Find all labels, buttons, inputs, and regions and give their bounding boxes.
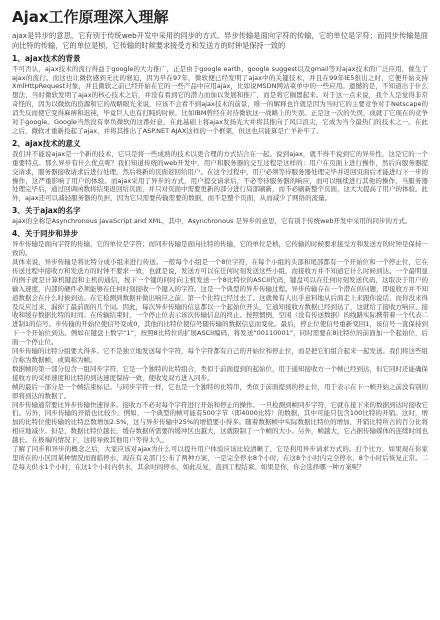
section-heading: 3、关于ajax的名字 [12, 206, 81, 216]
section-paragraph: 我们并不能说ajax是一个新的技术，它只是将一些成熟的技术以更合理的方式结合在一起。说到ajax，就不得不说到它的异步性，这是它的一个重要特点。那么异步有什么优点呢？我们知道传统的web开发中，用户和服务器的交互过程是这样的：用户在页面上进行操作，然后向服务器提交请求，服务器接收请求后进行处理，然后将新的页面返回给用户。在这个过程中，用户必须等待服务器处理完毕并返回页面后才能进行下一步的操作，这严重影响了用户的体验。而ajax采用了异步的方式，用户提交请求后，不必等待服务器的响应，而可以继续进行其他的操作，当服务器处理完毕后，通过回调函数将结果返回给页面，并只对页面中需要更新的部分进行局部刷新，而不必刷新整个页面，这大大提高了用户的体验。此外，ajax还可以减轻服务器的负担，因为它只需要传输需要的数据，而不是整个页面，从而减少了网络的流量。 [12, 149, 428, 203]
section-paragraph: 同步传输通常要比异步传输快速得多。接收方不必对每个字符进行开始和停止的操作。一旦检测到帧同步字符，它就在接下来的数据到达时接收它们。另外，同步传输的开销也比较少。例如，一个典型的帧可能有500字节（即4000比特）的数据，其中可能只包含100比特的开销。这时，增加的比特位使传输的比特总数增加2.5%，这与异步传输中25%的增值要小得多。随着数据帧中实际数据比特位的增加，开销比特所占的百分比将相应地减少。但是，数据比特位越长，缓存数据所需要的缓冲区也越大，这就限制了一个帧的大小。另外，帧越大，它占据传输媒体的连续时间也越长。在极端的情况下，这将导致其他用户等得太久。 [12, 400, 428, 445]
section-heading: 1、ajax技术的背景 [12, 53, 81, 63]
section-paragraph: 异步传输是面向字符的传输，它的单位是字符；而同步传输是面向比特的传输，它的单位是桢，它传输的时候要求接受方和发送方的时钟是保持一致的。 [12, 240, 428, 258]
section-heading: 2、ajax技术的意义 [12, 138, 81, 148]
intro-paragraph: ajax是异步的意思，它有别于传统web开发中采用的同步的方式。异步传输是面向字符的传输，它的单位是字符；而同步传输是面向比特的传输，它的单位是桢，它传输的时候要求接受方和发送方的时钟是保持一致的 [12, 31, 428, 50]
section-paragraph: 数据帧的第一部分包含一组同步字符，它是一个独特的比特组合，类似于前面提到的起始位，用于通知接收方一个帧已经到达，但它同时还能确保接收方的采样速度和比特的到达速度保持一致，使收发双方进入同步。 [12, 364, 428, 382]
document-title: Ajax工作原理深入理解 [12, 8, 169, 26]
section-paragraph: 同步传输的比特分组要大得多。它不是独立地发送每个字符，每个字符都有自己的开始位和停止位，而是把它们组合起来一起发送。我们将这些组合称为数据帧，或简称为帧。 [12, 347, 428, 364]
section-paragraph: 不可否认，ajax技术的流行得益于google的大力推广，正是由于google earth、google suggest以及gmail等对ajax技术的广泛应用，催生了ajax的流行。而这也让微软感到无比的窘迫，因为早在97年，微软便已经发明了ajax中的关键技术，并且在99年IE5推出之时，它便开始支持XmlHttpRequest对象，并且微软之前已经开始在它的一些产品中应用ajax，比如说MSDN网站菜单中的一些应用。遗憾的是，不知道出于什么想法，当时微软发明了ajax的核心技术之后，并没有看到它的潜力而加以发展和推广，而是将它搁置起来。对于这一点来说，我个人是觉得非常奇怪的，因为以微软的资源和它的战略眼光来说，应该不会看不到ajax技术的前景，唯一的解释也许就是因为当时它的主要竞争对手Netscape的消失反而使它变得麻痹和迟钝，毕竟巨人也有打盹的时候，比如IBM曾经在对待微软这一战略上的失误。正是这一次的失误，成就了它现在的竞争对手google。Google当然没有辜负微软的这番好意，在此基础上将ajax发扬光大并将其推向了风口浪尖，它成为当今最热门的技术之一。在此之后，微软才重新捡起了ajax，并将其推出了ASP.NET AJAX这样的一个框架，但这也只能算是亡羊补牢了。 [12, 64, 428, 135]
section-heading: 4、关于同步和异步 [12, 229, 79, 239]
section-paragraph: ajax的全称是Asynchronous JavaScript and XML，其中，Asynchronous 是异步的意思，它有别于传统web开发中采用的同步的方式。 [12, 217, 412, 226]
section-paragraph: 了解了同步和异步的概念之后，大家应该对ajax为什么可以提升用户体验应该比较清晰了，它是利用异步请求方式的。打个比方，如果现在你家里所在的小区因某种情况而面临停水，现在有关部门公布了两种方案，一是完全停水8个小时，在这8个小时内完全停水，8个小时后恢复正常。二是每天供水1个小时，在这1个小时内供水，其余时间停水，如此反复，直到工程结束。如果是你，你会选择哪一种方案呢？ [12, 445, 428, 471]
section-paragraph: 帧的最后一部分是一个帧结束标记。与同步字符一样，它也是一个独特的比特串，类似于前面提到的停止位，用于表示在下一帧开始之前没有别的即将到达的数据了。 [12, 382, 428, 400]
section-paragraph: 具体来说，异步传输是将比特分成小组来进行传送。一般每个小组是一个8位字符，在每个小组的头部和尾部都有一个开始位和一个停止位，它在传送过程中接收方和发送方的时钟不要求一致，也就是说，发送方可以在任何时刻发送这些小组，而接收方并不知道它什么时候到达。一个最明显的例子就是计算机键盘和主机的通信，按下一个键的同时向主机发送一个8比特位的ASCII代码，键盘可以在任何时刻发送代码，这取决于用户的输入速度，内部的硬件必须能够在任何时刻接收一个键入的字符。这是一个典型的异步传输过程。异步传输存在一个潜在的问题，即接收方并不知道数据会在什么时候到达。在它检测到数据并做出响应之前，第一个比特已经过去了。这就像有人出乎意料地从后面走上来跟你说话，而你没来得及反应过来，漏掉了最前面的几个词。因此，每次异步传输的信息都以一个起始位开头，它通知接收方数据已经到达了，这就给了接收方响应、接收和缓存数据比特的时间；在传输结束时，一个停止位表示该次传输信息的终止。按照惯例，空闲（没有传送数据）的线路实际携带着一个代表二进制1的信号。步传输的开始位使信号变成0，其他的比特位使信号随传输的数据信息而变化。最后，停止位使信号重新变回1，该信号一直保持到下一个开始位到达。例如在键盘上数字“1”，按照8比特位的扩展ASCII编码，将发送“00110001”，同时需要在8比特位的前面加一个起始位，后面一个停止位。 [12, 258, 428, 347]
